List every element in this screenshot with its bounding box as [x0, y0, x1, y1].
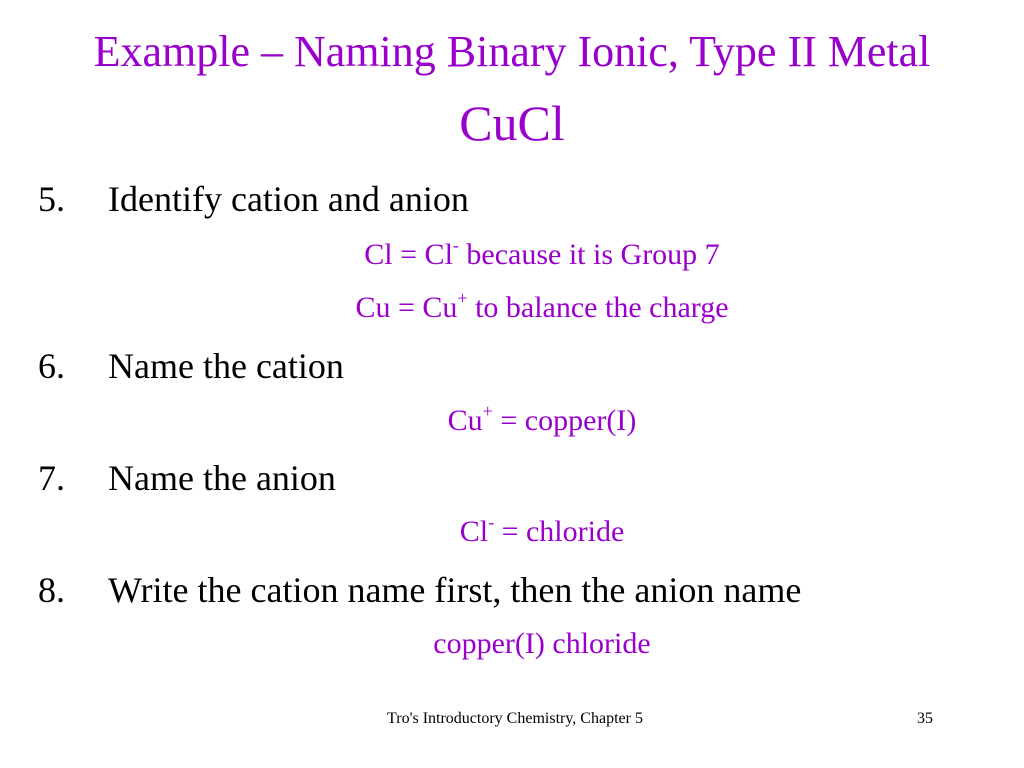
step-detail — [0, 237, 1024, 273]
step-detail — [0, 514, 1024, 550]
superscript-charge: + — [482, 401, 493, 421]
step-text: Name the anion — [108, 458, 336, 498]
detail-text: to balance the charge — [467, 291, 729, 324]
step-number: 6. — [38, 346, 65, 386]
step-detail — [0, 290, 1024, 326]
detail-text: copper(I) chloride — [433, 627, 651, 660]
step-number: 5. — [38, 179, 65, 219]
superscript-charge: - — [488, 512, 495, 532]
slide-title: Example – Naming Binary Ionic, Type II Metal — [93, 27, 931, 76]
detail-text: = copper(I) — [492, 404, 637, 437]
step-text: Identify cation and anion — [108, 179, 469, 219]
detail-text: Cl = Cl — [364, 238, 453, 271]
step-item — [38, 345, 344, 387]
step-detail — [0, 626, 1024, 662]
slide-subtitle: CuCl — [459, 95, 565, 151]
step-text: Write the cation name first, then the anion name — [108, 570, 802, 610]
step-item — [38, 178, 469, 220]
detail-text: Cu — [447, 404, 483, 437]
step-number: 8. — [38, 570, 65, 610]
step-item — [38, 569, 801, 611]
step-detail — [0, 403, 1024, 439]
detail-text: Cu = Cu — [355, 291, 458, 324]
superscript-charge: - — [452, 235, 459, 255]
page-number: 35 — [917, 710, 933, 727]
detail-text: because it is Group 7 — [458, 238, 720, 271]
detail-text: Cl — [459, 515, 489, 548]
superscript-charge: + — [457, 288, 468, 308]
step-number: 7. — [38, 458, 65, 498]
slide-footer: Tro's Introductory Chemistry, Chapter 5 — [387, 710, 643, 727]
detail-text: = chloride — [494, 515, 625, 548]
step-text: Name the cation — [108, 346, 344, 386]
step-item — [38, 457, 336, 499]
